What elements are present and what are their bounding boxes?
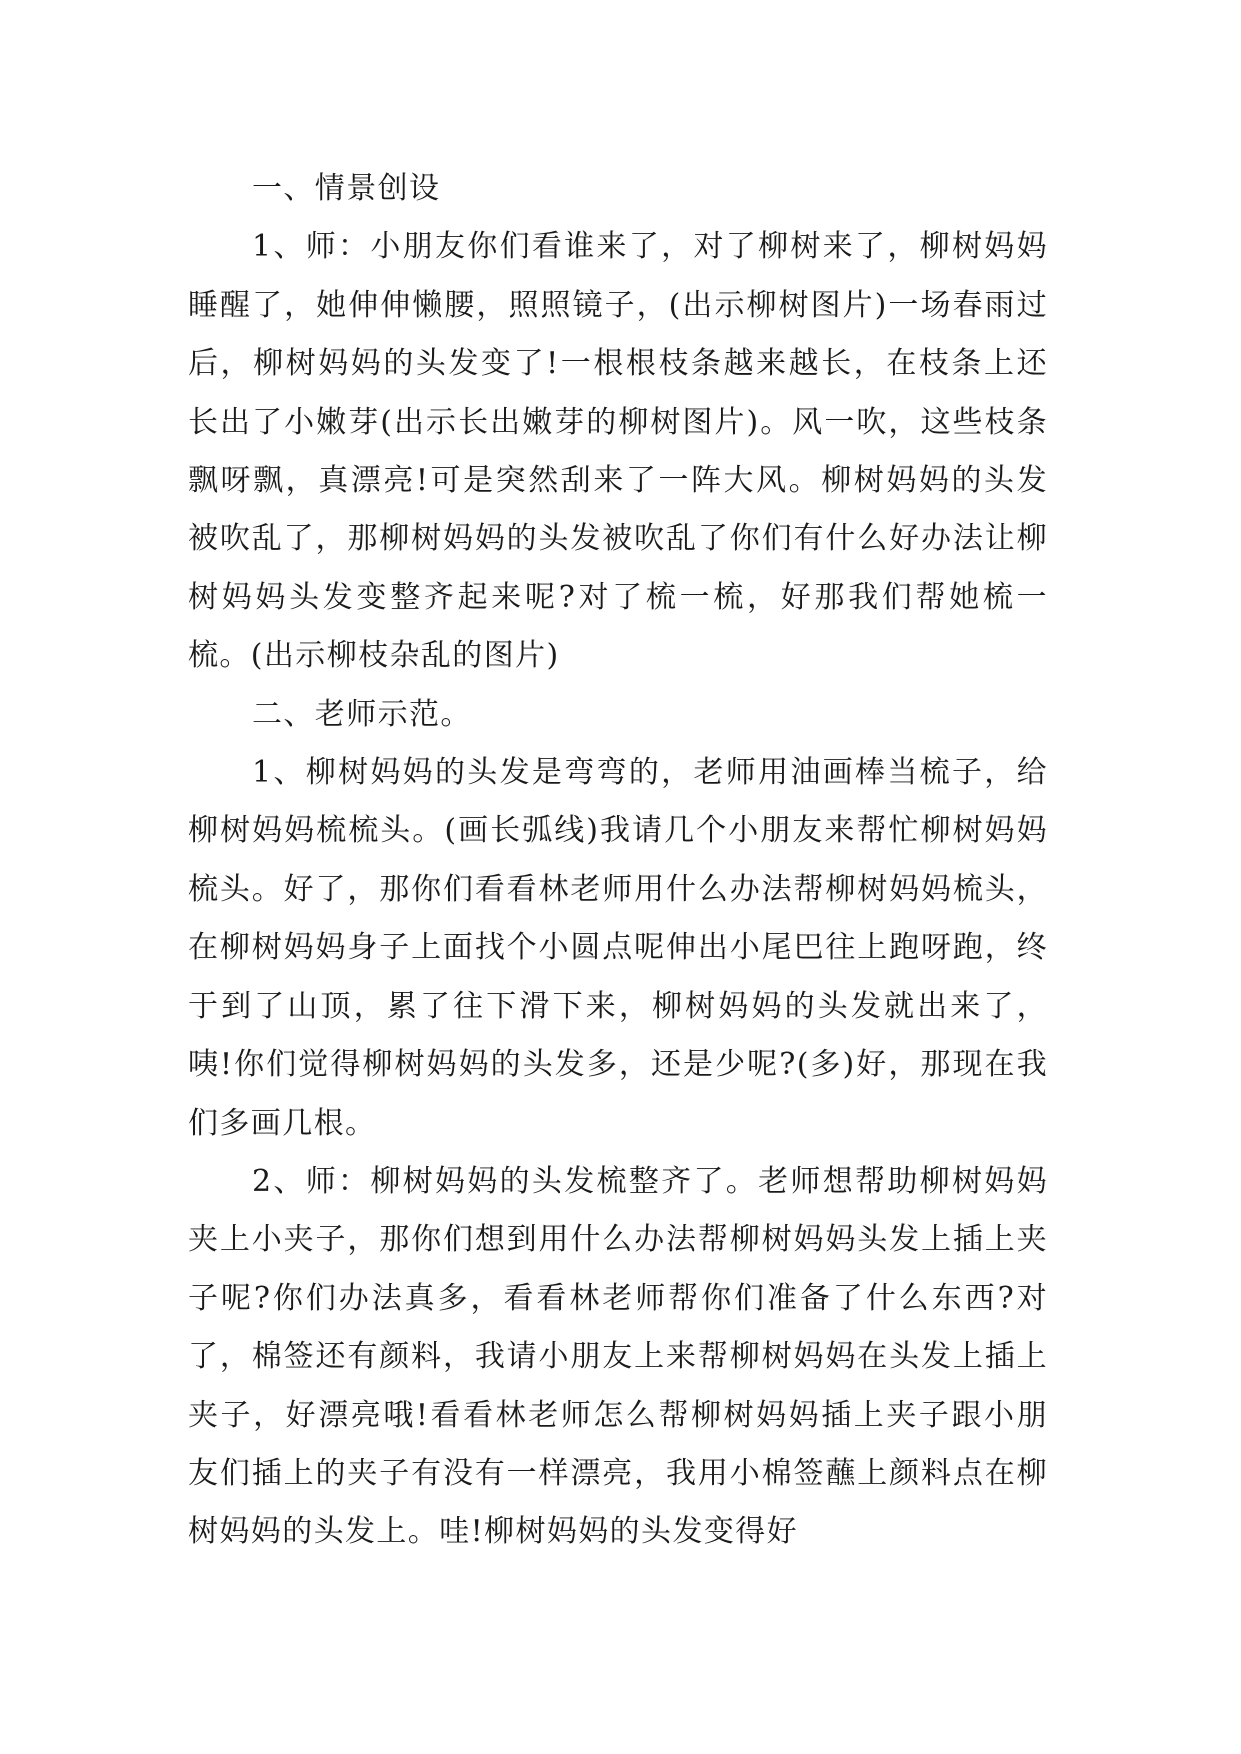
section-heading-scenario: 一、情景创设 bbox=[252, 171, 441, 206]
section-heading-demo: 二、老师示范。 bbox=[252, 696, 472, 732]
paragraph-demo-step-1: 1、柳树妈妈的头发是弯弯的，老师用油画棒当梳子，给柳树妈妈梳梳头。(画长弧线)我请几个小朋友来帮忙柳树妈妈梳头。好了，那你们看看林老师用什么办法帮柳树妈妈梳头，在柳树妈妈身子上面找个小圆点呢伸出小尾巴往上跑呀跑，终于到了山顶，累了往下滑下来，柳树妈妈的头发就出来了，咦!你们觉得柳树妈妈的头发多，还是少呢?(多)好，那现在我们多画几根。 bbox=[188, 755, 1048, 1141]
paragraph-demo-step-2: 2、师：柳树妈妈的头发梳整齐了。老师想帮助柳树妈妈夹上小夹子，那你们想到用什么办法帮柳树妈妈头发上插上夹子呢?你们办法真多，看看林老师帮你们准备了什么东西?对了，棉签还有颜料，我请小朋友上来帮柳树妈妈在头发上插上夹子，好漂亮哦!看看林老师怎么帮柳树妈妈插上夹子跟小朋友们插上的夹子有没有一样漂亮，我用小棉签蘸上颜料点在柳树妈妈的头发上。哇!柳树妈妈的头发变得好 bbox=[188, 1163, 1048, 1550]
paragraph-teacher-intro: 1、师：小朋友你们看谁来了，对了柳树来了，柳树妈妈睡醒了，她伸伸懒腰，照照镜子，(出示柳树图片)一场春雨过后，柳树妈妈的头发变了!一根根枝条越来越长，在枝条上还长出了小嫩芽(出示长出嫩芽的柳树图片)。风一吹，这些枝条飘呀飘，真漂亮!可是突然刮来了一阵大风。柳树妈妈的头发被吹乱了，那柳树妈妈的头发被吹乱了你们有什么好办法让柳树妈妈头发变整齐起来呢?对了梳一梳，好那我们帮她梳一梳。(出示柳枝杂乱的图片) bbox=[188, 229, 1048, 674]
document-body bbox=[188, 160, 1048, 1562]
